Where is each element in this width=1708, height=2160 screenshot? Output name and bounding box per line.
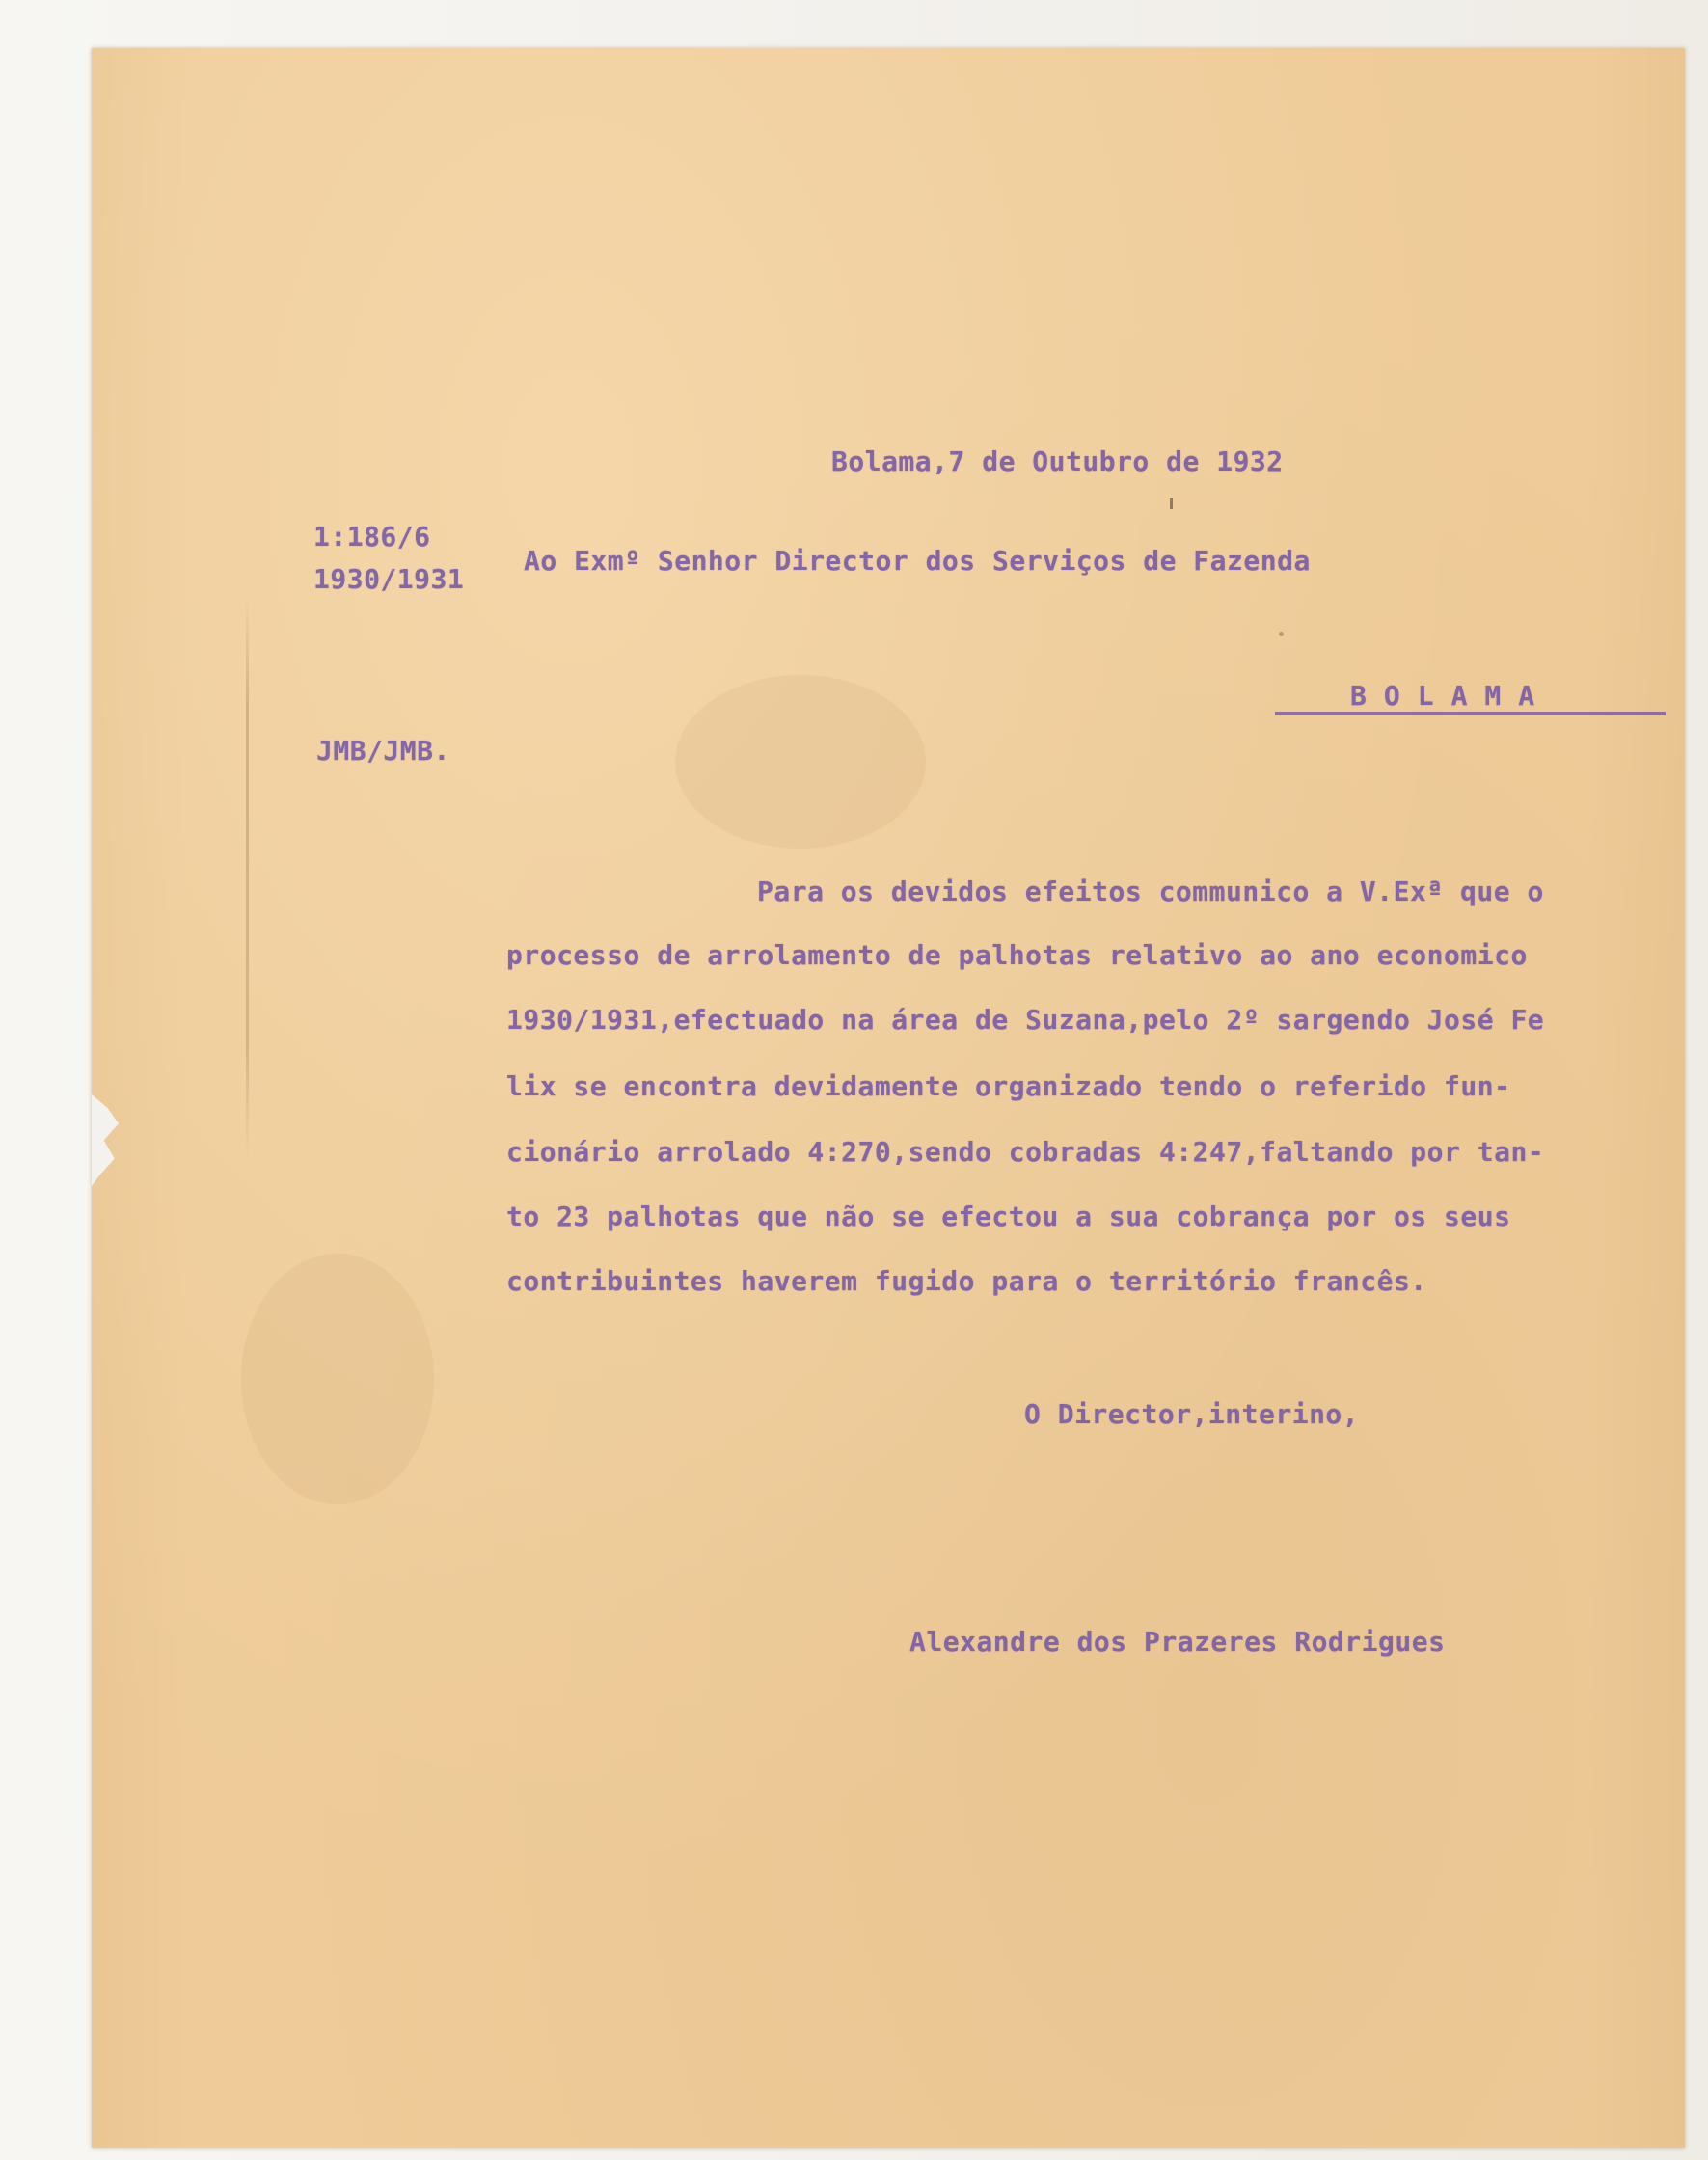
reference-years: 1930/1931 — [313, 563, 465, 595]
paper-speck — [1279, 632, 1284, 636]
city-underline — [1275, 712, 1666, 716]
paper-fold — [246, 598, 249, 1157]
body-line: lix se encontra devidamente organizado tendo o referido fun- — [506, 1070, 1511, 1102]
letter-date: Bolama,7 de Outubro de 1932 — [831, 446, 1284, 477]
salutation: Ao Exmº Senhor Director dos Serviços de Fazenda — [524, 545, 1311, 577]
body-line: 1930/1931,efectuado na área de Suzana,pelo 2º sargendo José Fe — [506, 1004, 1545, 1036]
recipient-city: BOLAMA — [1350, 680, 1553, 712]
closing: O Director,interino, — [1024, 1398, 1360, 1430]
pencil-mark — [1170, 498, 1173, 509]
signer-name: Alexandre dos Prazeres Rodrigues — [909, 1626, 1446, 1658]
typist-initials: JMB/JMB. — [316, 735, 450, 767]
body-line: Para os devidos efeitos communico a V.Exª que o — [757, 876, 1544, 907]
paper-stain — [241, 1254, 434, 1504]
body-line: cionário arrolado 4:270,sendo cobradas 4:247,faltando por tan- — [506, 1136, 1545, 1168]
reference-number: 1:186/6 — [313, 521, 431, 553]
paper-stain — [675, 675, 926, 849]
body-line: contribuintes haverem fugido para o território francês. — [506, 1265, 1427, 1297]
body-line: processo de arrolamento de palhotas relativo ao ano economico — [506, 939, 1528, 971]
body-line: to 23 palhotas que não se efectou a sua cobrança por os seus — [506, 1201, 1511, 1232]
